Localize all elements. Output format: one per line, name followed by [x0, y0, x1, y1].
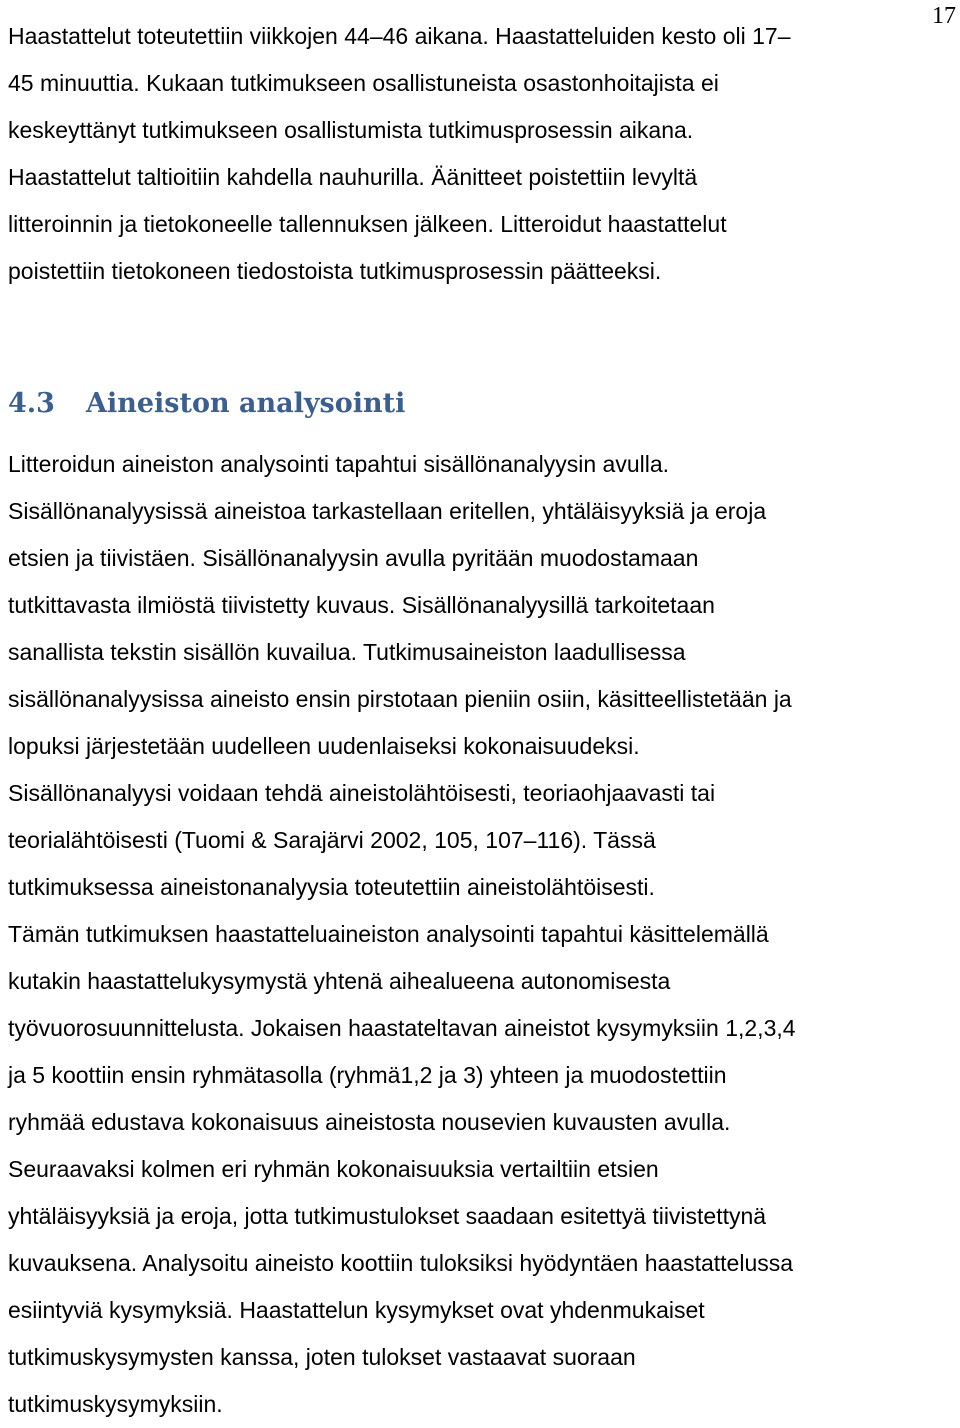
text-line: työvuorosuunnittelusta. Jokaisen haastateltavan aineistot kysymyksiin 1,2,3,4 [8, 1015, 796, 1041]
text-line: Tämän tutkimuksen haastatteluaineiston analysointi tapahtui käsittelemällä [8, 921, 769, 947]
text-line: keskeyttänyt tutkimukseen osallistumista tutkimusprosessin aikana. [8, 117, 694, 143]
text-line: yhtäläisyyksiä ja eroja, jotta tutkimustulokset saadaan esitettyä tiivistettynä [8, 1203, 767, 1229]
text-line: esiintyviä kysymyksiä. Haastattelun kysymykset ovat yhdenmukaiset [8, 1297, 705, 1323]
page-number: 17 [932, 3, 956, 29]
section-number: 4.3 [8, 388, 55, 419]
text-line: sanallista tekstin sisällön kuvailua. Tutkimusaineiston laadullisessa [8, 639, 686, 665]
text-line: tutkimuskysymyksiin. [8, 1391, 223, 1417]
section-heading [8, 386, 405, 422]
text-line: Haastattelut toteutettiin viikkojen 44–46 aikana. Haastatteluiden kesto oli 17– [8, 23, 791, 49]
text-line: teorialähtöisesti (Tuomi & Sarajärvi 2002, 105, 107–116). Tässä [8, 827, 656, 853]
text-line: lopuksi järjestetään uudelleen uudenlaiseksi kokonaisuudeksi. [8, 733, 640, 759]
text-line: Sisällönanalyysi voidaan tehdä aineistolähtöisesti, teoriaohjaavasti tai [8, 780, 716, 806]
text-line: kutakin haastattelukysymystä yhtenä aihealueena autonomisesta [8, 968, 671, 994]
text-line: kuvauksena. Analysoitu aineisto koottiin tuloksiksi hyödyntäen haastattelussa [8, 1250, 794, 1276]
text-line: etsien ja tiivistäen. Sisällönanalyysin avulla pyritään muodostamaan [8, 545, 699, 571]
text-line: Seuraavaksi kolmen eri ryhmän kokonaisuuksia vertailtiin etsien [8, 1156, 659, 1182]
text-line: tutkittavasta ilmiöstä tiivistetty kuvaus. Sisällönanalyysillä tarkoitetaan [8, 592, 715, 618]
text-line: 45 minuuttia. Kukaan tutkimukseen osallistuneista osastonhoitajista ei [8, 70, 719, 96]
text-line: sisällönanalyysissa aineisto ensin pirstotaan pieniin osiin, käsitteellistetään ja [8, 686, 792, 712]
text-line: Haastattelut taltioitiin kahdella nauhurilla. Äänitteet poistettiin levyltä [8, 164, 698, 190]
text-line: tutkimuksessa aineistonanalyysia toteutettiin aineistolähtöisesti. [8, 874, 655, 900]
text-line: poistettiin tietokoneen tiedostoista tutkimusprosessin päätteeksi. [8, 258, 662, 284]
text-line: ryhmää edustava kokonaisuus aineistosta nousevien kuvausten avulla. [8, 1109, 731, 1135]
section-title: Aineiston analysointi [86, 388, 406, 419]
text-line: litteroinnin ja tietokoneelle tallennuksen jälkeen. Litteroidut haastattelut [8, 211, 727, 237]
text-line: Sisällönanalyysissä aineistoa tarkastellaan eritellen, yhtäläisyyksiä ja eroja [8, 498, 767, 524]
text-line: Litteroidun aineiston analysointi tapahtui sisällönanalyysin avulla. [8, 451, 670, 477]
text-line: tutkimuskysymysten kanssa, joten tulokset vastaavat suoraan [8, 1344, 636, 1370]
text-line: ja 5 koottiin ensin ryhmätasolla (ryhmä1,2 ja 3) yhteen ja muodostettiin [8, 1062, 727, 1088]
